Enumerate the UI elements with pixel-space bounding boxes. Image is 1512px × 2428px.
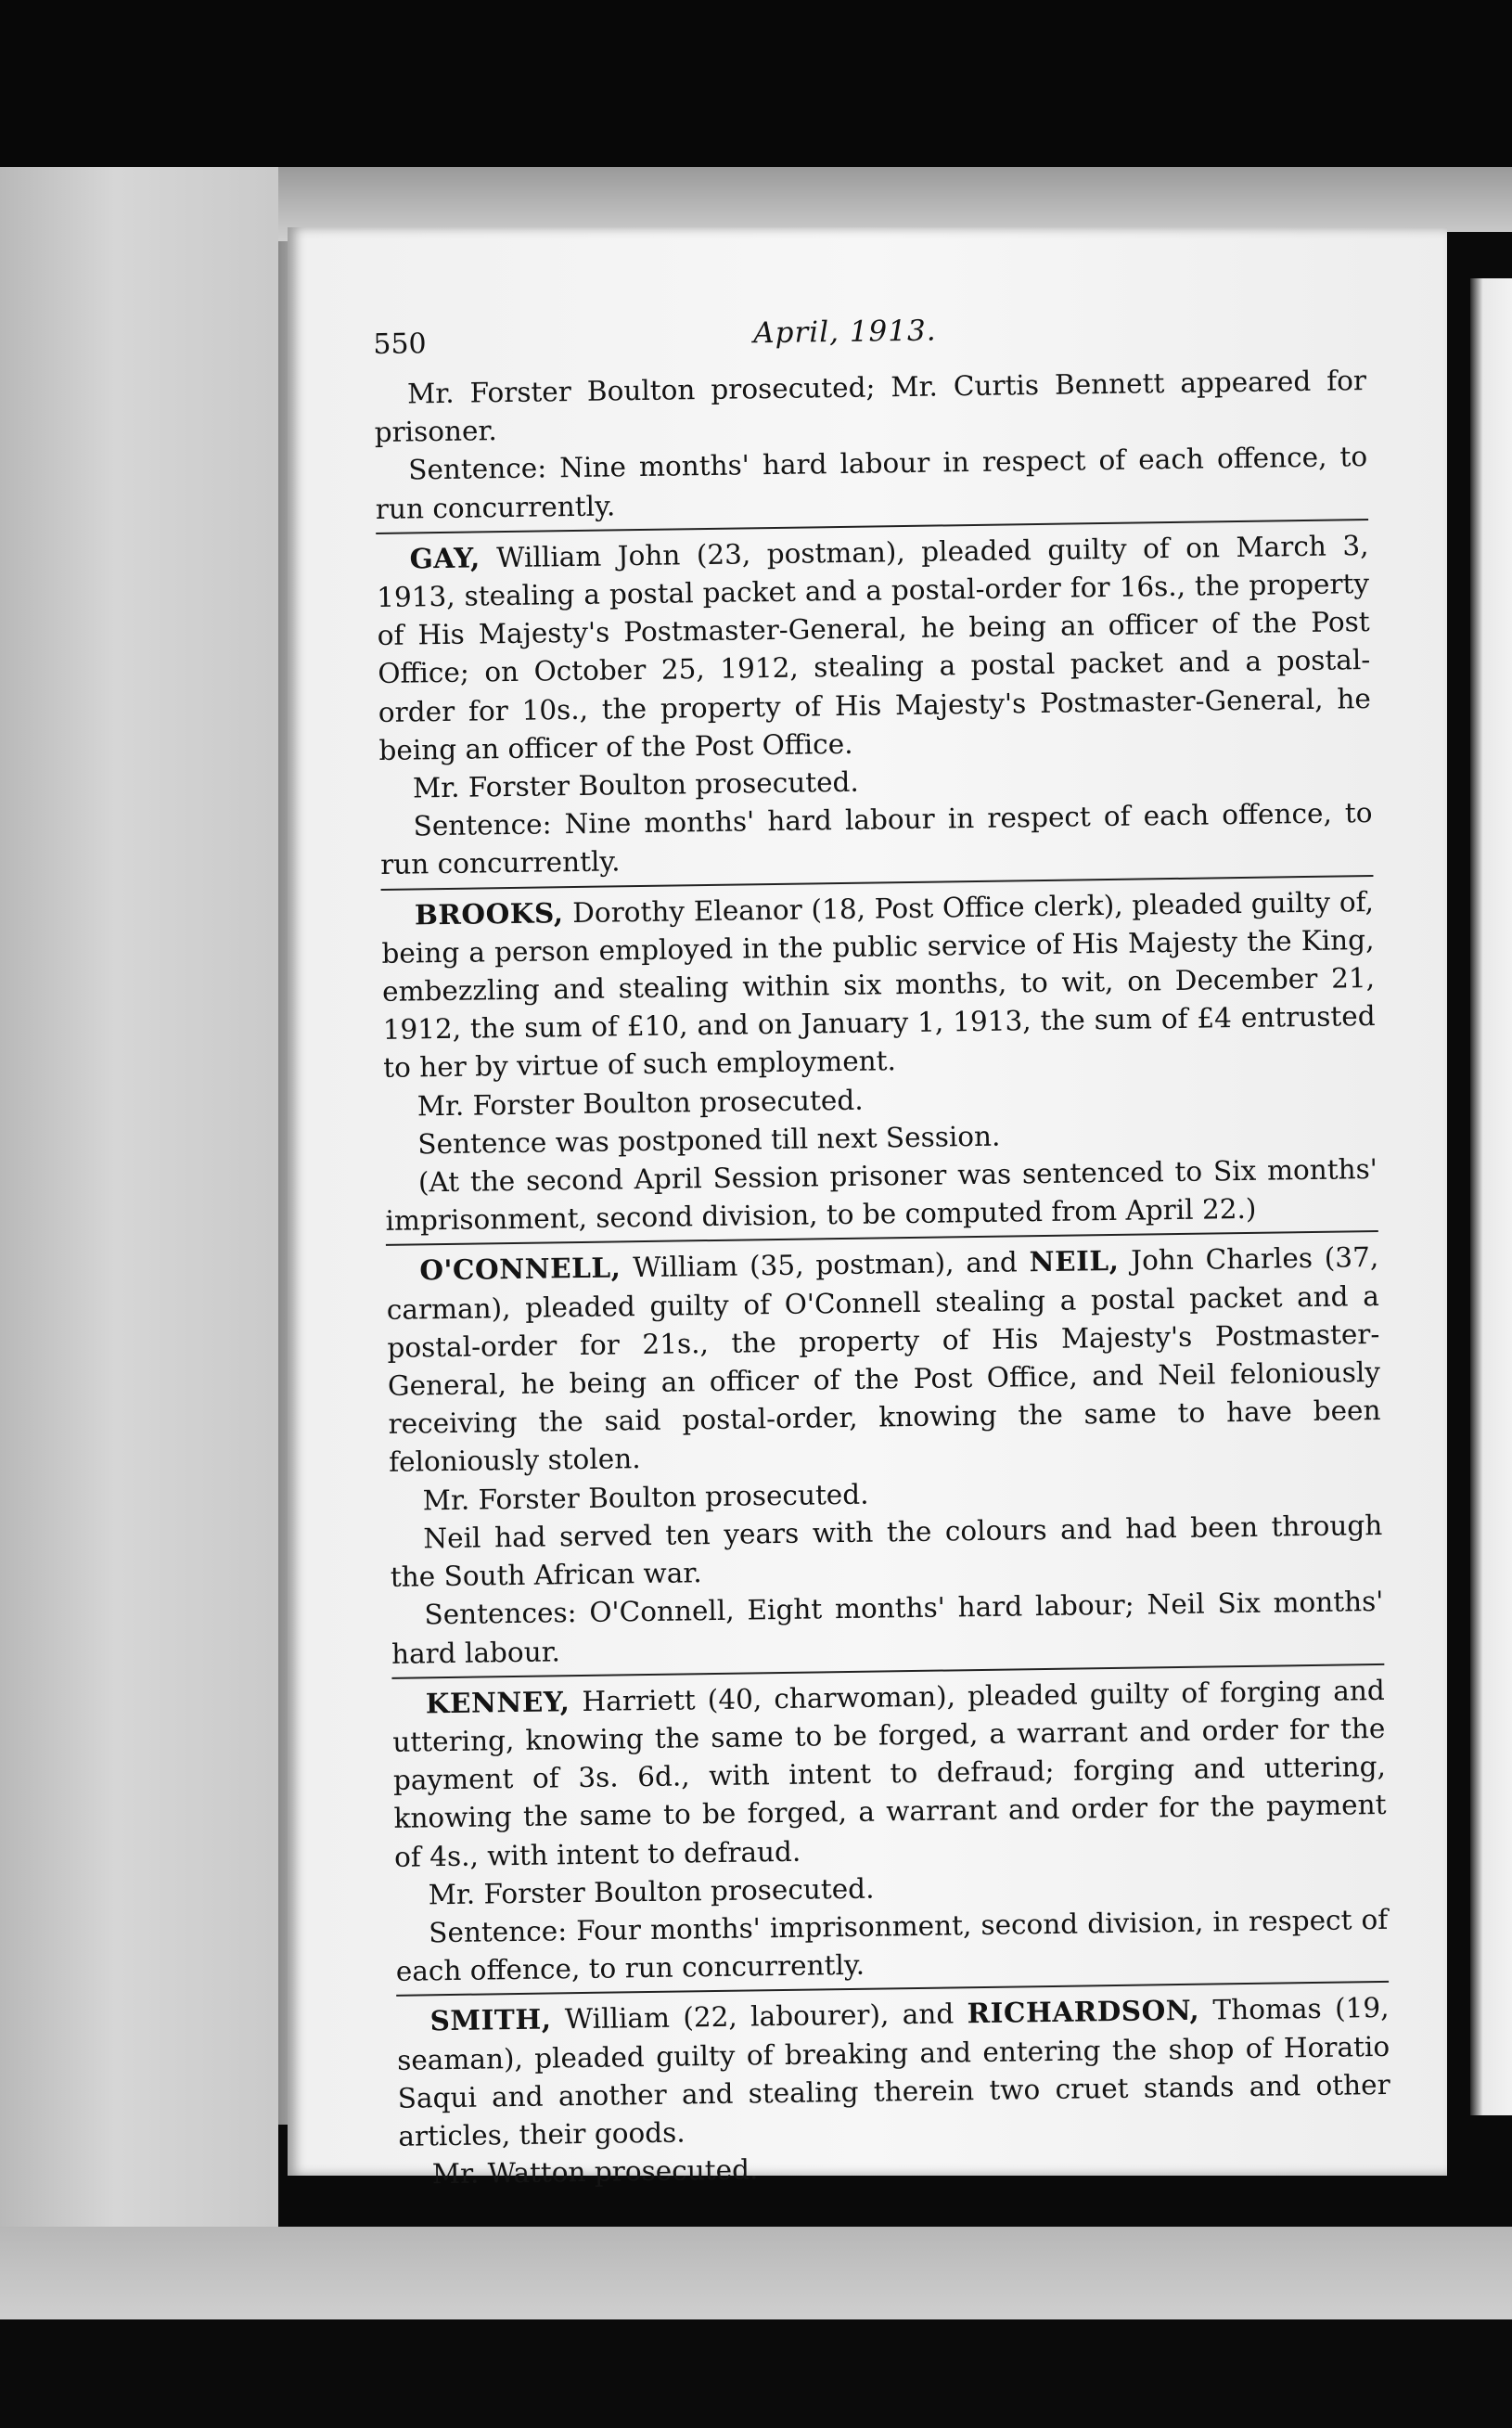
entry-paragraph: Neil had served ten years with the colours and had been through the South African war. (390, 1509, 1383, 1593)
page-shadow-bottom (0, 2227, 1512, 2319)
entry-heading-paragraph (386, 1238, 1381, 1482)
entry-paragraph: Sentence was postponed till next Session. (417, 1120, 1001, 1161)
case-entry-brooks (381, 882, 1378, 1241)
defendant-name-2: NEIL, (1029, 1244, 1120, 1278)
entry-intro: William John (23, postman), pleaded guilty of on March 3, 1913, stealing a postal packet and a postal-order for 16s., the property of His Majesty's Postmaster-General, he being an officer of the Post Office; on October 25, 1912, stealing a postal packet and a postal-order for 10s., the property of His Majesty's Postmaster-General, he being an officer of the Post Office. (376, 529, 1372, 766)
running-head-text: April, 1913. (752, 314, 937, 351)
entry-paragraph: Sentence: Nine months' hard labour in respect of each offence, to run concurrently. (375, 441, 1368, 525)
page-number: 550 (373, 328, 427, 361)
defendant-name: BROOKS, (414, 895, 564, 931)
case-entry-kenney (392, 1671, 1390, 1992)
film-border-top (0, 0, 1512, 167)
entry-heading-paragraph (381, 882, 1377, 1088)
entry-paragraph: Mr. Watton prosecuted. (431, 2153, 759, 2190)
defendant-name: GAY, (409, 541, 481, 575)
page-content (373, 306, 1391, 2194)
entry-heading-paragraph (392, 1671, 1388, 1877)
entry-paragraph: Mr. Forster Boulton prosecuted. (428, 1872, 875, 1911)
case-entry-smith-richardson (396, 1988, 1391, 2194)
defendant-name: SMITH, (429, 2002, 552, 2037)
entry-intro: William (22, labourer), and (551, 1998, 967, 2036)
entry-paragraph: Mr. Forster Boulton prosecuted. (412, 765, 860, 804)
entry-heading-paragraph (396, 1988, 1390, 2156)
defendant-name: O'CONNELL, (419, 1251, 621, 1287)
entry-paragraph: (At the second April Session prisoner was sentenced to Six months' imprisonment, second division, to be computed from April 22.) (385, 1153, 1378, 1238)
defendant-name-2: RICHARDSON, (967, 1994, 1200, 2030)
entry-intro: Dorothy Eleanor (18, Post Office clerk), pleaded guilty of, being a person employed in the public service of His Majesty the King, embezzling and stealing within six months, to wit, on December 21, 1912, the sum of £10, and on January 1, 1913, the sum of £4 entrusted to her by virtue of such employment. (381, 885, 1376, 1085)
entry-heading-paragraph (376, 526, 1371, 770)
entry-paragraph: Sentence: Four months' imprisonment, second division, in respect of each offence, to run concurrently. (395, 1903, 1389, 1987)
entry-paragraph: Mr. Forster Boulton prosecuted. (416, 1084, 864, 1123)
facing-page-left (0, 167, 288, 2319)
entry-paragraph: Sentence: Nine months' hard labour in respect of each offence, to run concurrently. (379, 797, 1373, 881)
entry-paragraph: Sentences: O'Connell, Eight months' hard labour; Neil Six months' hard labour. (391, 1586, 1384, 1670)
entry-intro: William (35, postman), and (621, 1246, 1030, 1284)
defendant-name: KENNEY, (425, 1684, 570, 1720)
case-entry-oconnell-neil (386, 1238, 1384, 1673)
entry-intro-2: John Charles (37, carman), pleaded guilty of O'Connell stealing a postal packet and a postal-order for 21s., the property of His Majesty's Postmaster-General, he being an officer of the Post Office, and Neil feloniously receiving the said postal-order, knowing the same to have been feloniously stolen. (386, 1241, 1381, 1479)
entry-intro: Harriett (40, charwoman), pleaded guilty of forging and uttering, knowing the same to be forged, a warrant and order for the payment of 3s. 6d., with intent to defraud; forging and uttering, knowing the same to be forged, a warrant and order for the payment of 4s., with intent to defraud. (392, 1674, 1387, 1873)
entry-paragraph: Mr. Forster Boulton prosecuted. (422, 1478, 869, 1517)
document-page (288, 227, 1447, 2190)
running-head (753, 313, 937, 353)
entry-paragraph: Mr. Forster Boulton prosecuted; Mr. Curtis Bennett appeared for prisoner. (374, 365, 1367, 449)
entry-intro-2: Thomas (19, seaman), pleaded guilty of breaking and entering the shop of Horatio Saqui and another and stealing therein two cruet stands and other articles, their goods. (396, 1992, 1390, 2152)
facing-page-right (1470, 278, 1512, 2115)
case-entry-continuation (374, 362, 1368, 529)
case-entry-gay (376, 526, 1373, 885)
film-border-base (0, 2319, 1512, 2428)
